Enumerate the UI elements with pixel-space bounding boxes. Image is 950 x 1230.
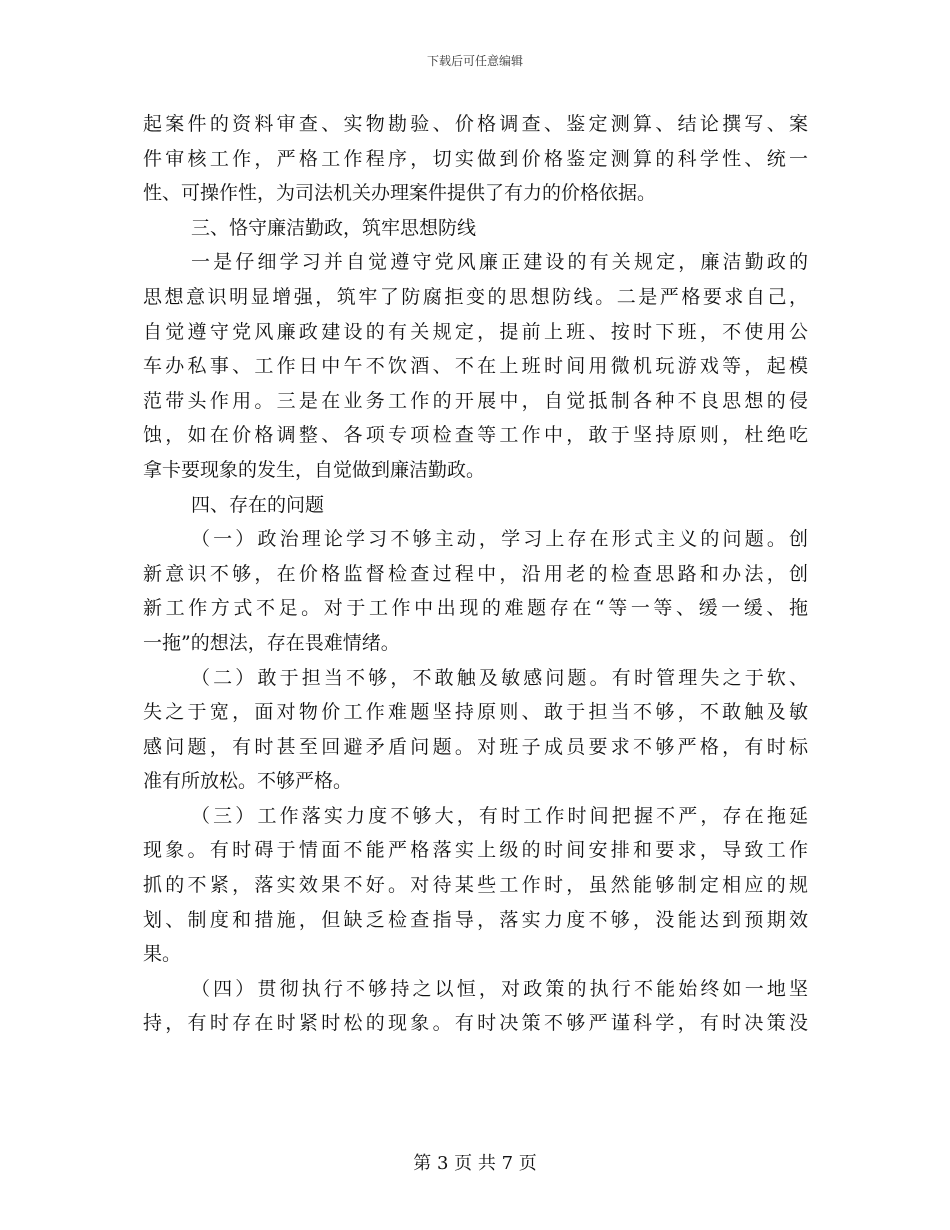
- text-line: 新意识不够，在价格监督检查过程中，沿用老的检查思路和办法，创: [143, 562, 808, 585]
- text-line: 抓的不紧，落实效果不好。对待某些工作时，虽然能够制定相应的规: [143, 874, 808, 897]
- text-line: 思想意识明显增强，筑牢了防腐拒变的思想防线。二是严格要求自己，: [143, 285, 808, 308]
- text-line: 感问题，有时甚至回避矛盾问题。对班子成员要求不够严格，有时标: [143, 735, 808, 758]
- text-line: 现象。有时碍于情面不能严格落实上级的时间安排和要求，导致工作: [143, 839, 808, 862]
- text-line: 一拖”的想法，存在畏难情绪。: [143, 631, 400, 654]
- text-line: （二）敢于担当不够，不敢触及敏感问题。有时管理失之于软、: [191, 666, 808, 689]
- text-line: 新工作方式不足。对于工作中出现的难题存在“等一等、缓一缓、拖: [143, 597, 808, 620]
- text-line: 车办私事、工作日中午不饮酒、不在上班时间用微机玩游戏等，起模: [143, 355, 808, 378]
- text-line: 一是仔细学习并自觉遵守党风廉正建设的有关规定，廉洁勤政的: [191, 251, 808, 274]
- text-line: 准有所放松。不够严格。: [143, 770, 353, 793]
- text-line: 性、可操作性，为司法机关办理案件提供了有力的价格依据。: [143, 182, 657, 205]
- text-line: 件审核工作，严格工作程序，切实做到价格鉴定测算的科学性、统一: [143, 147, 808, 170]
- text-line: （四）贯彻执行不够持之以恒，对政策的执行不能始终如一地坚: [191, 977, 808, 1000]
- text-line: 蚀，如在价格调整、各项专项检查等工作中，敢于坚持原则，杜绝吃: [143, 424, 808, 447]
- section-heading: 三、恪守廉洁勤政，筑牢思想防线: [191, 216, 477, 239]
- text-line: 划、制度和措施，但缺乏检查指导，落实力度不够，没能达到预期效: [143, 908, 808, 931]
- text-line: 自觉遵守党风廉政建设的有关规定，提前上班、按时下班，不使用公: [143, 320, 808, 343]
- text-line: （一）政治理论学习不够主动，学习上存在形式主义的问题。创: [191, 528, 808, 551]
- header-note: 下载后可任意编辑: [426, 54, 523, 68]
- document-body: [143, 107, 808, 1041]
- page-number: 第 3 页 共 7 页: [413, 1153, 537, 1174]
- text-line: 范带头作用。三是在业务工作的开展中，自觉抵制各种不良思想的侵: [143, 389, 808, 412]
- text-line: 持，有时存在时紧时松的现象。有时决策不够严谨科学，有时决策没: [143, 1012, 808, 1035]
- text-line: 果。: [143, 943, 182, 966]
- text-line: 拿卡要现象的发生，自觉做到廉洁勤政。: [143, 458, 486, 481]
- text-line: 起案件的资料审查、实物勘验、价格调查、鉴定测算、结论撰写、案: [143, 113, 808, 135]
- text-line: 失之于宽，面对物价工作难题坚持原则、敢于担当不够，不敢触及敏: [143, 701, 808, 724]
- section-heading: 四、存在的问题: [191, 493, 325, 516]
- text-line: （三）工作落实力度不够大，有时工作时间把握不严，存在拖延: [191, 804, 808, 827]
